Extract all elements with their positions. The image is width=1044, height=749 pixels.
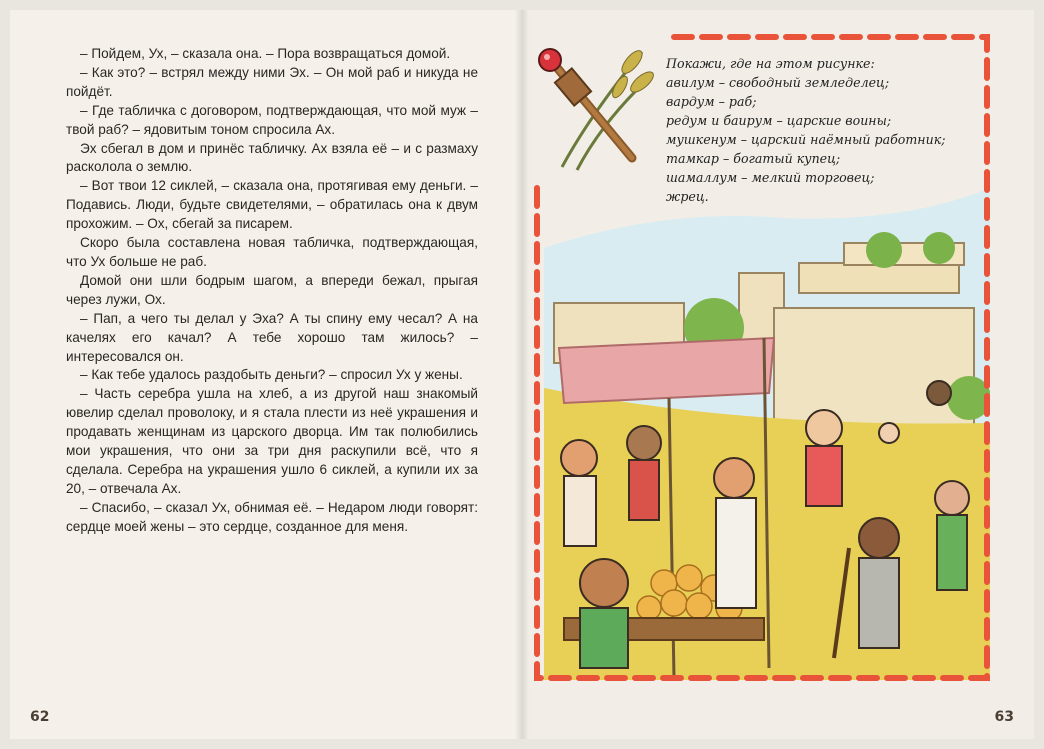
story-paragraph: – Как это? – встрял между ними Эх. – Он мой раб и никуда не пойдёт.	[66, 64, 478, 99]
page-number-right: 63	[994, 709, 1014, 725]
story-paragraph: – Спасибо, – сказал Ух, обнимая её. – Недаром люди говорят: сердце моей жены – это сердце, созданное для меня.	[66, 499, 478, 534]
story-paragraph: – Часть серебра ушла на хлеб, а из другой наш знакомый ювелир сделал проволоку, и я стала плести из неё украшения и продавать женщинам из царского дворца. Им так полюбились мои украшения, что они за три дня раскупили всё, что я сделала. Серебра на украшения ушло 6 сиклей, а купили их за 20, – отвечала Ах.	[66, 386, 478, 496]
story-text	[66, 45, 478, 537]
task-box	[666, 54, 986, 206]
scepter-wheat-icon	[532, 42, 658, 176]
story-paragraph: – Вот твои 12 сиклей, – сказала она, протягивая ему деньги. – Подавись. Люди, будьте свидетелями, – обратилась она к двум прохожим. – Ох, сбегай за писарем.	[66, 178, 478, 232]
story-paragraph: Эх сбегал в дом и принёс табличку. Ах взяла её – и с размаху расколола о землю.	[66, 140, 478, 175]
story-paragraph: – Как тебе удалось раздобыть деньги? – спросил Ух у жены.	[80, 367, 463, 383]
task-item: редум и баирум – царские воины;	[666, 113, 892, 128]
task-item: вардум – раб;	[666, 94, 757, 109]
task-item: авилум – свободный земледелец;	[666, 75, 890, 90]
story-paragraph: Домой они шли бодрым шагом, а впереди бежал, прыгая через лужи, Ох.	[66, 272, 478, 307]
story-paragraph: – Пап, а чего ты делал у Эха? А ты спину ему чесал? А на качелях его качал? А тебе хорошо там жилось? – интересовался он.	[66, 310, 478, 364]
page-number-left: 62	[30, 709, 50, 725]
task-item: тамкар – богатый купец;	[666, 151, 841, 166]
task-item: мушкенум – царский наёмный работник;	[666, 132, 946, 147]
task-item: шамаллум – мелкий торговец;	[666, 170, 875, 185]
story-paragraph: – Где табличка с договором, подтверждающая, что мой муж – твой раб? – ядовитым тоном спросила Ах.	[66, 102, 478, 137]
task-title: Покажи, где на этом рисунке:	[666, 56, 875, 71]
story-paragraph: Скоро была составлена новая табличка, подтверждающая, что Ух больше не раб.	[66, 235, 478, 269]
page-gutter	[515, 10, 529, 739]
task-item: жрец.	[666, 189, 709, 204]
story-paragraph: – Пойдем, Ух, – сказала она. – Пора возвращаться домой.	[80, 46, 451, 61]
